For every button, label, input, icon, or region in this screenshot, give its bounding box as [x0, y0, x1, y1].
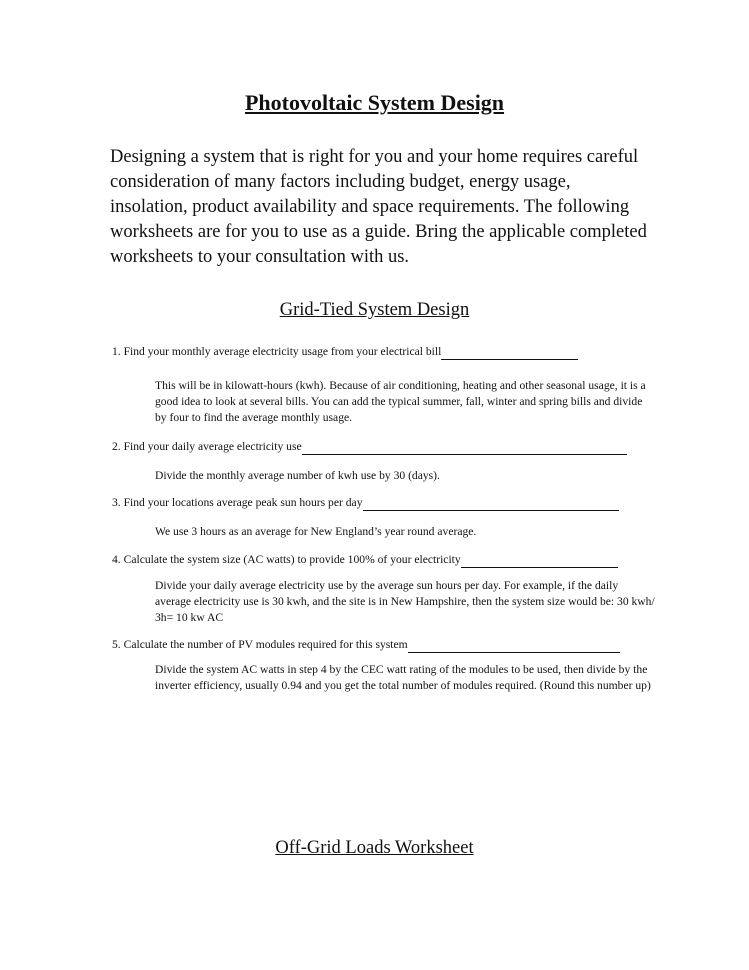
step-note: We use 3 hours as an average for New England’s year round average.: [155, 525, 477, 538]
answer-blank[interactable]: [441, 347, 578, 360]
intro-paragraph: Designing a system that is right for you and your home requires careful consideration of many factors including budget, energy usage, insolation, product availability and space requirements. The following worksheets are for you to use as a guide. Bring the applicable completed worksheets to your consultation with us.: [110, 147, 647, 267]
step-5: [112, 637, 620, 653]
step-label: 5. Calculate the number of PV modules required for this system: [112, 638, 408, 651]
answer-blank[interactable]: [461, 555, 618, 568]
step-label: 4. Calculate the system size (AC watts) to provide 100% of your electricity: [112, 553, 461, 566]
grid-tied-heading: Grid-Tied System Design: [279, 300, 470, 320]
step-4: [112, 552, 618, 568]
step-label: 3. Find your locations average peak sun hours per day: [112, 496, 363, 509]
step-label: 1. Find your monthly average electricity usage from your electrical bill: [112, 345, 442, 358]
step-note: This will be in kilowatt-hours (kwh). Because of air conditioning, heating and other seasonal usage, it is a good idea to look at several bills. You can add the typical summer, fall, winter and spring bills and divide by four to find the average monthly usage.: [155, 379, 646, 424]
answer-blank[interactable]: [302, 442, 627, 455]
step-1: [112, 344, 578, 360]
page-title: Photovoltaic System Design: [244, 90, 505, 115]
step-label: 2. Find your daily average electricity use: [112, 440, 302, 453]
step-note: Divide the system AC watts in step 4 by the CEC watt rating of the modules to be used, then divide by the inverter efficiency, usually 0.94 and you get the total number of modules required. (Round this number up): [155, 663, 651, 692]
step-2: [112, 439, 627, 455]
step-3: [112, 495, 619, 511]
step-note: Divide the monthly average number of kwh use by 30 (days).: [155, 469, 440, 482]
step-note: Divide your daily average electricity use by the average sun hours per day. For example, if the daily average electricity use is 30 kwh, and the site is in New Hampshire, then the system size would be: 30 kwh/ 3h= 10 kw AC: [155, 579, 655, 624]
answer-blank[interactable]: [363, 498, 619, 511]
off-grid-heading: Off-Grid Loads Worksheet: [275, 838, 474, 858]
answer-blank[interactable]: [408, 640, 620, 653]
